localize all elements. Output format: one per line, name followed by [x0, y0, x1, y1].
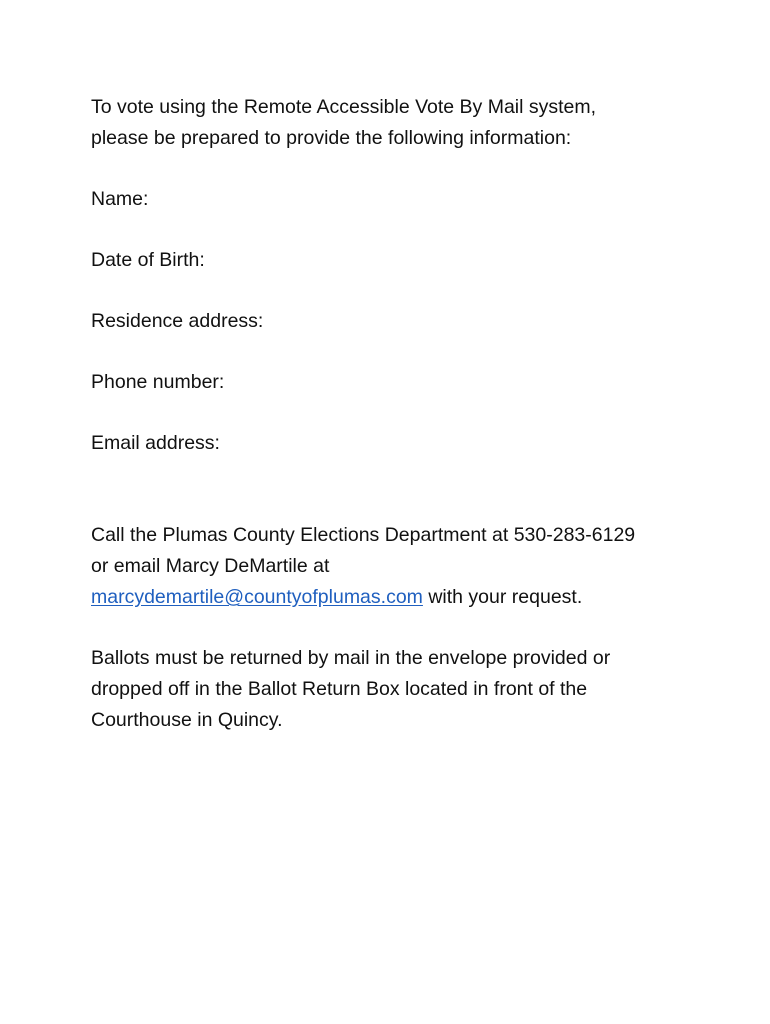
field-label-date-of-birth: Date of Birth: [91, 249, 205, 271]
document-body [91, 92, 691, 736]
field-label-email-address: Email address: [91, 432, 220, 454]
field-label-phone-number: Phone number: [91, 371, 225, 393]
intro-paragraph [91, 92, 691, 154]
ballots-line-1: Ballots must be returned by mail in the envelope provided or [91, 647, 611, 669]
contact-after-email: with your request. [422, 586, 583, 608]
intro-line-2: please be prepared to provide the following information: [91, 127, 572, 149]
contact-line-1: Call the Plumas County Elections Department at 530-283-6129 [91, 524, 636, 546]
intro-line-1: To vote using the Remote Accessible Vote By Mail system, [91, 96, 597, 118]
field-label-residence-address: Residence address: [91, 310, 264, 332]
contact-line-2: or email Marcy DeMartile at [91, 555, 330, 577]
field-label-name: Name: [91, 188, 149, 210]
ballots-line-2: dropped off in the Ballot Return Box located in front of the [91, 678, 588, 700]
contact-paragraph [91, 520, 691, 613]
ballots-paragraph [91, 643, 691, 736]
ballots-line-3: Courthouse in Quincy. [91, 709, 283, 731]
email-link[interactable]: marcydemartile@countyofplumas.com [91, 586, 423, 608]
